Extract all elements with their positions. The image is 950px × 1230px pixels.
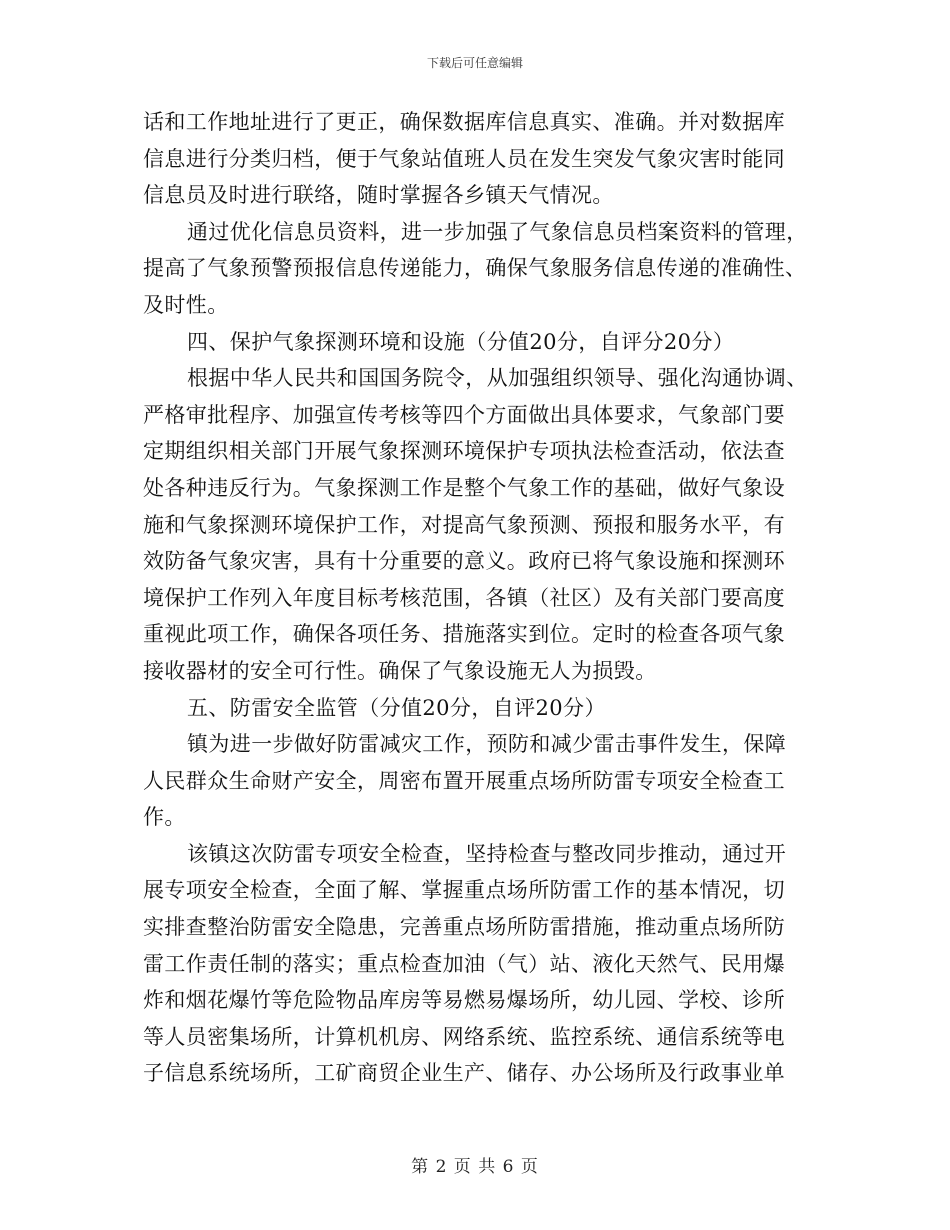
text-line: 镇为进一步做好防雷减灾工作，预防和减少雷击事件发生，保障: [187, 732, 787, 757]
text-line: 效防备气象灾害，具有十分重要的意义。政府已将气象设施和探测环: [143, 549, 785, 574]
text-line: 五、防雷安全监管（分值20分，自评20分）: [187, 695, 606, 720]
text-line: 作。: [143, 805, 186, 830]
text-line: 信息员及时进行联络，随时掌握各乡镇天气情况。: [143, 183, 614, 208]
text-line: 境保护工作列入年度目标考核范围，各镇（社区）及有关部门要高度: [143, 585, 785, 610]
text-line: 展专项安全检查，全面了解、掌握重点场所防雷工作的基本情况，切: [143, 878, 785, 903]
text-line: 接收器材的安全可行性。确保了气象设施无人为损毁。: [143, 658, 657, 683]
page-footer: 第 2 页 共 6 页: [411, 1157, 539, 1177]
text-line: 子信息系统场所，工矿商贸企业生产、储存、办公场所及行政事业单: [143, 1061, 785, 1086]
text-line: 人民群众生命财产安全，周密布置开展重点场所防雷专项安全检查工: [143, 768, 785, 793]
text-line: 炸和烟花爆竹等危险物品库房等易燃易爆场所，幼儿园、学校、诊所: [143, 988, 785, 1013]
text-line: 重视此项工作，确保各项任务、措施落实到位。定时的检查各项气象: [143, 622, 785, 647]
document-body: [143, 104, 808, 1092]
text-line: 定期组织相关部门开展气象探测环境保护专项执法检查活动，依法查: [143, 439, 785, 464]
text-line: 严格审批程序、加强宣传考核等四个方面做出具体要求，气象部门要: [143, 402, 785, 427]
text-line: 等人员密集场所，计算机机房、网络系统、监控系统、通信系统等电: [143, 1024, 785, 1049]
text-line: 四、保护气象探测环境和设施（分值20分，自评分20分）: [187, 329, 735, 354]
text-line: 该镇这次防雷专项安全检查，坚持检查与整改同步推动，通过开: [187, 841, 787, 866]
text-line: 通过优化信息员资料，进一步加强了气象信息员档案资料的管理，: [187, 219, 808, 244]
text-line: 信息进行分类归档，便于气象站值班人员在发生突发气象灾害时能同: [143, 146, 785, 171]
text-line: 话和工作地址进行了更正，确保数据库信息真实、准确。并对数据库: [143, 110, 785, 134]
text-line: 处各种违反行为。气象探测工作是整个气象工作的基础，做好气象设: [143, 475, 785, 500]
text-line: 及时性。: [143, 292, 229, 317]
text-line: 雷工作责任制的落实；重点检查加油（气）站、液化天然气、民用爆: [143, 951, 785, 976]
text-line: 施和气象探测环境保护工作，对提高气象预测、预报和服务水平，有: [143, 512, 785, 537]
text-line: 实排查整治防雷安全隐患，完善重点场所防雷措施，推动重点场所防: [143, 915, 785, 940]
text-line: 提高了气象预警预报信息传递能力，确保气象服务信息传递的准确性、: [143, 256, 807, 281]
page-header: 下载后可任意编辑: [426, 56, 523, 70]
text-line: 根据中华人民共和国国务院令，从加强组织领导、强化沟通协调、: [187, 366, 808, 391]
